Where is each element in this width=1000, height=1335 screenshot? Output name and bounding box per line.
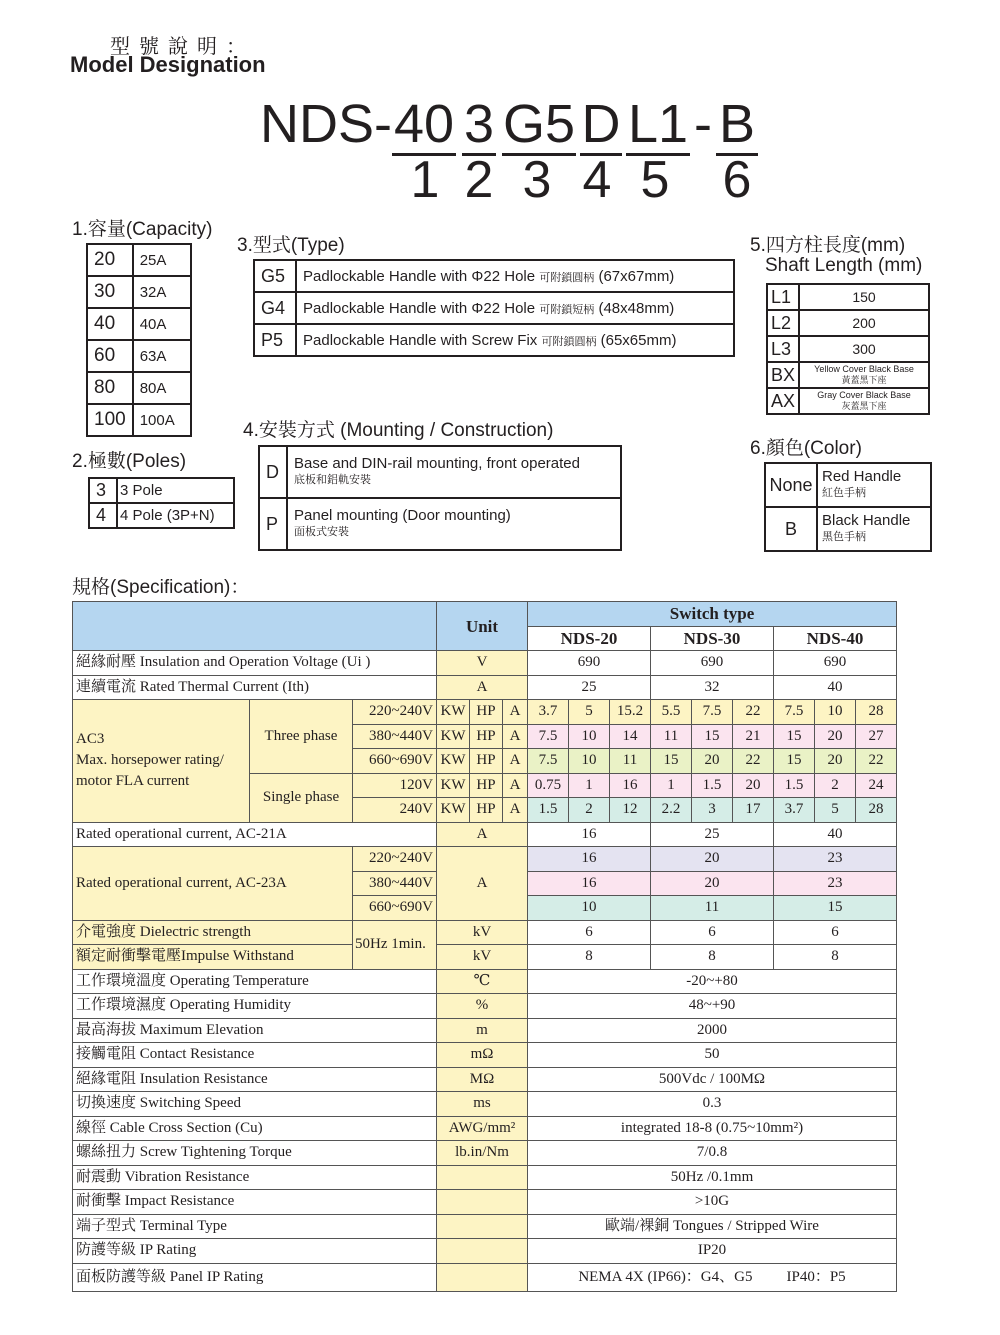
type-desc-zh: 可附鎖圓柄 [539,271,595,284]
ac23-value: 16 [528,847,651,872]
ac3-value: 20 [692,749,733,774]
spec-unit [437,1263,528,1291]
unit-hp: HP [470,724,503,749]
panel-ip-value [528,1263,897,1291]
mounting-desc: Base and DIN-rail mounting, front operated [294,455,580,472]
ac23-value: 16 [528,871,651,896]
spec-unit: AWG/mm² [437,1116,528,1141]
unit-hp: HP [470,773,503,798]
model-separator: - [694,94,712,154]
ac3-value: 10 [815,700,856,725]
ac3-value: 1 [569,773,610,798]
model-header: NDS-20 [528,626,651,651]
capacity-code: 100 [87,404,133,436]
shaft-title: 5.四方柱長度(mm) [750,235,906,256]
unit-a: A [503,798,528,823]
spec-unit: lb.in/Nm [437,1141,528,1166]
ac23-value: 15 [774,896,897,921]
spec-unit: V [437,651,528,676]
ac3-value: 5.5 [651,700,692,725]
poles-value: 3 Pole [117,478,234,503]
model-code-poles: 3 [463,94,495,154]
spec-unit: A [437,675,528,700]
poles-code: 3 [89,478,117,503]
type-size: (67x67mm) [598,267,675,285]
voltage-label: 660~690V [353,749,437,774]
spec-title: 規格(Specification)： [72,577,250,598]
capacity-code: 60 [87,340,133,372]
shaft-code: L2 [767,310,799,336]
unit-kw: KW [437,773,470,798]
model-number-3: 3 [522,151,552,209]
ac3-value: 11 [651,724,692,749]
type-desc: Padlockable Handle with Screw Fix [303,331,538,349]
unit-a: A [503,700,528,725]
color-title: 6.顏色(Color) [750,438,862,459]
color-table [764,462,932,552]
capacity-value: 32A [133,276,191,308]
poles-title: 2.極數(Poles) [72,451,187,472]
spec-value: 48~+90 [528,994,897,1019]
spec-value: 6 [774,920,897,945]
ac3-value: 28 [856,700,897,725]
spec-label: 最高海拔 Maximum Elevation [73,1018,437,1043]
type-code: P5 [254,324,296,356]
mounting-table [258,445,622,551]
spec-value: 40 [774,822,897,847]
ac3-value: 12 [610,798,651,823]
spec-unit: MΩ [437,1067,528,1092]
spec-value: 690 [651,651,774,676]
ac3-value: 15 [651,749,692,774]
model-header: NDS-40 [774,626,897,651]
title-english: Model Designation [70,52,266,77]
type-code: G4 [254,292,296,324]
capacity-value: 63A [133,340,191,372]
unit-hp: HP [470,749,503,774]
model-code-shaft: L1 [627,94,689,154]
ac3-value: 22 [733,700,774,725]
spec-value: 50Hz /0.1mm [528,1165,897,1190]
ac3-value: 11 [610,749,651,774]
spec-table [72,601,897,1292]
capacity-code: 30 [87,276,133,308]
shaft-length: 200 [799,310,929,336]
color-code: B [765,507,817,551]
mounting-code: D [259,446,287,498]
panel-ip-value-a: NEMA 4X (IP66)：G4、G5 [578,1268,753,1285]
ac3-value: 22 [733,749,774,774]
ac23-value: 10 [528,896,651,921]
ac3-value: 22 [856,749,897,774]
shaft-desc-zh: 黃蓋黑下座 [841,375,887,385]
spec-unit: mΩ [437,1043,528,1068]
unit-hp: HP [470,700,503,725]
spec-label: 額定耐衝擊電壓Impulse Withstand [73,945,353,970]
switch-type-header: Switch type [528,602,897,627]
model-number-2: 2 [464,151,494,209]
ac3-value: 5 [815,798,856,823]
model-number-6: 6 [722,151,752,209]
mounting-desc-zh: 面板式安裝 [294,526,349,538]
type-desc-zh: 可附鎖短柄 [539,303,595,316]
capacity-code: 40 [87,308,133,340]
type-desc: Padlockable Handle with Φ22 Hole [303,267,536,285]
spec-value: 0.3 [528,1092,897,1117]
ac3-value: 7.5 [528,749,569,774]
ac3-value: 1 [651,773,692,798]
ac3-value: 5 [569,700,610,725]
capacity-code: 20 [87,244,133,276]
voltage-label: 660~690V [353,896,437,921]
type-table [253,259,735,357]
type-title: 3.型式(Type) [237,235,345,256]
ac3-value: 1.5 [692,773,733,798]
spec-label: 螺絲扭力 Screw Tightening Torque [73,1141,437,1166]
spec-label: 工作環境濕度 Operating Humidity [73,994,437,1019]
spec-unit [437,1165,528,1190]
single-phase-label: Single phase [250,773,353,822]
spec-label: 工作環境溫度 Operating Temperature [73,969,437,994]
capacity-value: 40A [133,308,191,340]
spec-value: 32 [651,675,774,700]
model-number-5: 5 [640,151,670,209]
ac3-value: 15 [774,724,815,749]
unit-a: A [503,773,528,798]
shaft-code: L1 [767,284,799,310]
voltage-label: 240V [353,798,437,823]
three-phase-label: Three phase [250,700,353,774]
ac3-value: 24 [856,773,897,798]
voltage-label: 380~440V [353,871,437,896]
spec-unit: kV [437,920,528,945]
ac23-value: 20 [651,847,774,872]
type-code: G5 [254,260,296,292]
ac3-value: 3.7 [774,798,815,823]
model-prefix: NDS- [260,94,392,154]
spec-value: >10G [528,1190,897,1215]
poles-table [88,477,235,529]
ac3-value: 3.7 [528,700,569,725]
shaft-desc: Yellow Cover Black Base [814,364,914,374]
spec-unit: m [437,1018,528,1043]
shaft-table [766,283,930,415]
model-code-type: G5 [502,94,576,154]
unit-kw: KW [437,798,470,823]
ac3-value: 3 [692,798,733,823]
ac3-value: 15 [774,749,815,774]
spec-value: 2000 [528,1018,897,1043]
ac3-value: 27 [856,724,897,749]
title-chinese: 型號說明： [110,34,255,58]
voltage-label: 120V [353,773,437,798]
ac3-value: 10 [569,749,610,774]
ac23-value: 11 [651,896,774,921]
dielectric-condition: 50Hz 1min. [353,920,437,969]
type-size: (48x48mm) [598,299,675,317]
shaft-code: AX [767,388,799,414]
ac3-value: 14 [610,724,651,749]
spec-value: 50 [528,1043,897,1068]
model-number-4: 4 [582,151,612,209]
type-size: (65x65mm) [600,331,677,349]
unit-kw: KW [437,749,470,774]
spec-value: 7/0.8 [528,1141,897,1166]
model-number-1: 1 [410,151,440,209]
ac3-value: 20 [815,724,856,749]
shaft-code: L3 [767,336,799,362]
spec-value: -20~+80 [528,969,897,994]
ac3-value: 20 [815,749,856,774]
spec-value: 25 [651,822,774,847]
spec-value: 6 [528,920,651,945]
ac23-value: 20 [651,871,774,896]
ac3-value: 16 [610,773,651,798]
ac3-value: 2 [815,773,856,798]
spec-label: 防護等級 IP Rating [73,1239,437,1264]
color-code: None [765,463,817,507]
ac3-value: 2 [569,798,610,823]
spec-unit [437,1214,528,1239]
spec-corner [73,602,437,651]
color-desc-zh: 黑色手柄 [822,531,866,543]
capacity-value: 25A [133,244,191,276]
model-code-mounting: D [581,94,621,154]
shaft-desc: Gray Cover Black Base [817,390,911,400]
ac3-value: 15.2 [610,700,651,725]
ac3-value: 1.5 [528,798,569,823]
color-desc-zh: 紅色手柄 [822,487,866,499]
ac3-value: 7.5 [692,700,733,725]
spec-label: 線徑 Cable Cross Section (Cu) [73,1116,437,1141]
spec-label: 端子型式 Terminal Type [73,1214,437,1239]
spec-value: 25 [528,675,651,700]
ac3-value: 21 [733,724,774,749]
unit-a: A [503,749,528,774]
model-code-color: B [716,95,758,156]
spec-unit: ℃ [437,969,528,994]
unit-a: A [503,724,528,749]
ac23-value: 23 [774,847,897,872]
voltage-label: 220~240V [353,700,437,725]
spec-unit: A [437,822,528,847]
poles-code: 4 [89,503,117,528]
ac3-value: 15 [692,724,733,749]
mounting-code: P [259,498,287,550]
capacity-value: 80A [133,372,191,404]
capacity-table [86,243,192,437]
spec-unit: ms [437,1092,528,1117]
spec-value: 690 [528,651,651,676]
color-desc: Red Handle [822,468,902,485]
spec-value: 6 [651,920,774,945]
mounting-desc-zh: 底板和鋁軌安裝 [294,474,371,486]
capacity-value: 100A [133,404,191,436]
mounting-title: 4.安裝方式 (Mounting / Construction) [243,420,554,441]
type-desc-zh: 可附鎖圓柄 [541,335,597,348]
shaft-length: 150 [799,284,929,310]
ac3-value: 28 [856,798,897,823]
spec-value: 690 [774,651,897,676]
ac3-label-line: AC3 [76,731,105,748]
mounting-desc: Panel mounting (Door mounting) [294,507,511,524]
spec-label: 耐衝擊 Impact Resistance [73,1190,437,1215]
spec-label: 耐震動 Vibration Resistance [73,1165,437,1190]
ac3-value: 1.5 [774,773,815,798]
spec-unit [437,1190,528,1215]
capacity-code: 80 [87,372,133,404]
unit-hp: HP [470,798,503,823]
spec-value: 40 [774,675,897,700]
spec-value: 歐端/裸銅 Tongues / Stripped Wire [528,1214,897,1239]
spec-value: 8 [528,945,651,970]
type-desc: Padlockable Handle with Φ22 Hole [303,299,536,317]
spec-value: 8 [774,945,897,970]
shaft-desc-zh: 灰蓋黑下座 [841,401,887,411]
color-desc: Black Handle [822,512,911,529]
shaft-subtitle: Shaft Length (mm) [765,255,923,276]
unit-kw: KW [437,700,470,725]
spec-value: 16 [528,822,651,847]
unit-kw: KW [437,724,470,749]
spec-label: 絕緣耐壓 Insulation and Operation Voltage (Ui ) [73,651,437,676]
ac3-value: 2.2 [651,798,692,823]
ac3-value: 7.5 [528,724,569,749]
spec-label: 介電強度 Dielectric strength [73,920,353,945]
ac3-value: 20 [733,773,774,798]
spec-value: 8 [651,945,774,970]
spec-value: integrated 18-8 (0.75~10mm²) [528,1116,897,1141]
ac3-label-line: Max. horsepower rating/ [76,752,224,769]
panel-ip-value-b: IP40：P5 [786,1268,846,1285]
spec-unit: A [437,847,528,921]
spec-label: 面板防護等級 Panel IP Rating [73,1263,437,1291]
spec-label: Rated operational current, AC-23A [73,847,353,921]
spec-label: 連續電流 Rated Thermal Current (Ith) [73,675,437,700]
spec-value: IP20 [528,1239,897,1264]
spec-label: Rated operational current, AC-21A [73,822,437,847]
ac3-value: 17 [733,798,774,823]
spec-label: 絕緣電阻 Insulation Resistance [73,1067,437,1092]
unit-header: Unit [437,602,528,651]
spec-unit: kV [437,945,528,970]
spec-unit [437,1239,528,1264]
model-code-capacity: 40 [393,94,455,154]
ac3-label [73,700,250,823]
ac3-label-line: motor FLA current [76,773,190,790]
voltage-label: 220~240V [353,847,437,872]
ac3-value: 0.75 [528,773,569,798]
voltage-label: 380~440V [353,724,437,749]
spec-label: 接觸電阻 Contact Resistance [73,1043,437,1068]
spec-label: 切換速度 Switching Speed [73,1092,437,1117]
poles-value: 4 Pole (3P+N) [117,503,234,528]
ac23-value: 23 [774,871,897,896]
spec-value: 500Vdc / 100MΩ [528,1067,897,1092]
capacity-title: 1.容量(Capacity) [72,219,213,240]
spec-unit: % [437,994,528,1019]
shaft-code: BX [767,362,799,388]
shaft-length: 300 [799,336,929,362]
ac3-value: 10 [569,724,610,749]
model-header: NDS-30 [651,626,774,651]
ac3-value: 7.5 [774,700,815,725]
